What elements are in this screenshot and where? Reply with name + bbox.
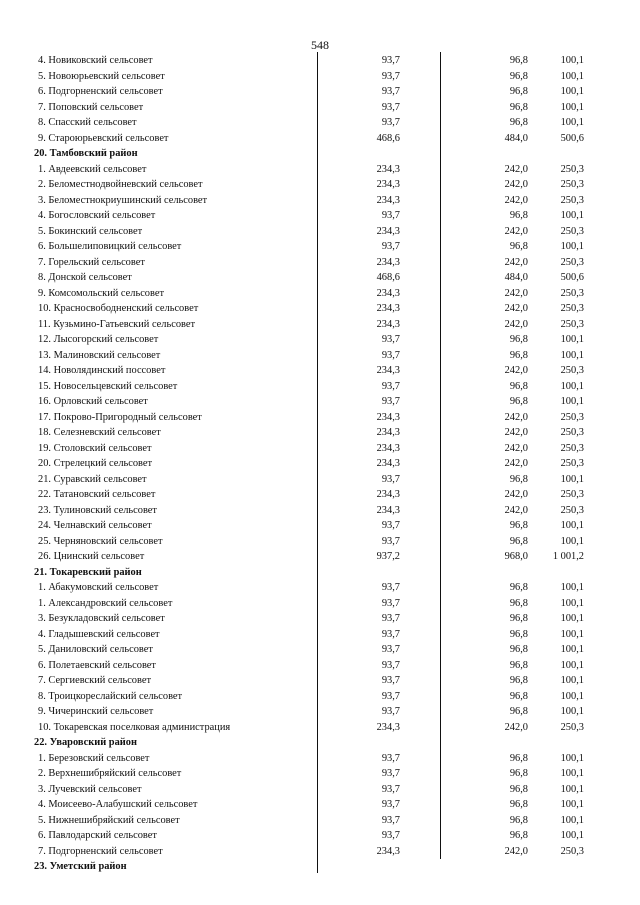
value-col-1: 234,3 <box>376 365 400 376</box>
value-col-1: 93,7 <box>381 582 400 593</box>
value-col-3: 100,1 <box>560 380 584 392</box>
table-row <box>0 658 640 674</box>
value-col-3: 100,1 <box>560 473 584 485</box>
value-col-2: 242,0 <box>504 489 528 500</box>
value-col-1: 93,7 <box>381 830 400 841</box>
table-row <box>0 363 640 379</box>
value-col-2: 96,8 <box>509 380 528 392</box>
value-col-1: 93,7 <box>381 349 400 361</box>
value-col-2: 968,0 <box>504 551 528 562</box>
municipality-name: 3. Безукладовский сельсовет <box>38 613 165 624</box>
value-col-2: 96,8 <box>509 101 528 113</box>
value-col-1: 234,3 <box>376 504 400 516</box>
value-col-3: 500,6 <box>560 272 584 283</box>
municipality-name: 5. Даниловский сельсовет <box>38 644 153 655</box>
municipality-name: 10. Красносвободненский сельсовет <box>38 303 199 314</box>
municipality-name: 4. Богословский сельсовет <box>38 210 156 221</box>
value-col-1: 93,7 <box>381 706 400 717</box>
municipality-name: 19. Столовский сельсовет <box>38 442 152 454</box>
value-col-1: 234,3 <box>376 489 400 500</box>
value-col-2: 242,0 <box>504 303 528 314</box>
value-col-3: 250,3 <box>560 458 584 469</box>
value-col-2: 96,8 <box>509 86 528 97</box>
table-row <box>0 270 640 286</box>
value-col-3: 250,3 <box>560 287 584 299</box>
table-row <box>0 131 640 147</box>
value-col-2: 242,0 <box>504 458 528 469</box>
value-col-3: 100,1 <box>560 706 584 717</box>
table-row <box>0 642 640 658</box>
table-row <box>0 115 640 131</box>
value-col-2: 96,8 <box>509 396 528 407</box>
value-col-3: 100,1 <box>560 644 584 655</box>
value-col-1: 93,7 <box>381 799 400 810</box>
table-row <box>0 317 640 333</box>
value-col-2: 242,0 <box>504 163 528 175</box>
table-row <box>0 580 640 596</box>
district-heading-row <box>0 735 640 751</box>
value-col-3: 100,1 <box>560 349 584 361</box>
municipality-name: 12. Лысогорский сельсовет <box>38 334 159 345</box>
value-col-1: 93,7 <box>381 70 400 82</box>
value-col-1: 234,3 <box>376 225 400 237</box>
value-col-1: 93,7 <box>381 690 400 702</box>
value-col-2: 96,8 <box>509 473 528 485</box>
municipality-name: 8. Троицкореслайский сельсовет <box>38 690 183 702</box>
municipality-name: 5. Бокинский сельсовет <box>38 225 143 237</box>
table-row <box>0 425 640 441</box>
municipality-name: 7. Подгорненский сельсовет <box>38 845 163 857</box>
value-col-2: 96,8 <box>509 628 528 640</box>
value-col-3: 100,1 <box>560 597 584 609</box>
municipality-name: 9. Чичеринский сельсовет <box>38 706 154 717</box>
value-col-1: 234,3 <box>376 318 400 330</box>
table-row <box>0 239 640 255</box>
municipality-name: 8. Донской сельсовет <box>38 272 132 283</box>
table-row <box>0 410 640 426</box>
municipality-name: 1. Березовский сельсовет <box>38 752 150 764</box>
table-row <box>0 503 640 519</box>
value-col-3: 100,1 <box>560 334 584 345</box>
table-row <box>0 596 640 612</box>
district-heading-row <box>0 146 640 162</box>
table-row <box>0 673 640 689</box>
value-col-1: 468,6 <box>376 132 400 144</box>
value-col-1: 234,3 <box>376 256 400 268</box>
value-col-1: 234,3 <box>376 721 400 733</box>
value-col-1: 234,3 <box>376 442 400 454</box>
table-row <box>0 301 640 317</box>
value-col-3: 100,1 <box>560 783 584 795</box>
value-col-1: 93,7 <box>381 752 400 764</box>
value-col-2: 96,8 <box>509 55 528 66</box>
value-col-3: 100,1 <box>560 628 584 640</box>
district-heading-row <box>0 859 640 875</box>
value-col-2: 96,8 <box>509 613 528 624</box>
table-row <box>0 348 640 364</box>
value-col-3: 100,1 <box>560 210 584 221</box>
value-col-3: 500,6 <box>560 132 584 144</box>
value-col-2: 242,0 <box>504 845 528 857</box>
value-col-2: 242,0 <box>504 256 528 268</box>
table-row <box>0 100 640 116</box>
value-col-2: 242,0 <box>504 365 528 376</box>
municipality-name: 23. Тулиновский сельсовет <box>38 504 157 516</box>
allocation-table <box>0 53 640 875</box>
value-col-2: 96,8 <box>509 597 528 609</box>
municipality-name: 1. Авдеевский сельсовет <box>38 163 147 175</box>
value-col-2: 96,8 <box>509 768 528 779</box>
value-col-3: 250,3 <box>560 318 584 330</box>
value-col-3: 100,1 <box>560 814 584 826</box>
municipality-name: 8. Спасский сельсовет <box>38 117 137 128</box>
value-col-2: 242,0 <box>504 318 528 330</box>
value-col-1: 93,7 <box>381 613 400 624</box>
value-col-1: 234,3 <box>376 845 400 857</box>
value-col-2: 242,0 <box>504 179 528 190</box>
table-row <box>0 456 640 472</box>
municipality-name: 17. Покрово-Пригородный сельсовет <box>38 411 202 423</box>
value-col-3: 250,3 <box>560 179 584 190</box>
value-col-3: 250,3 <box>560 163 584 175</box>
table-row <box>0 53 640 69</box>
value-col-3: 100,1 <box>560 799 584 810</box>
municipality-name: 6. Полетаевский сельсовет <box>38 659 156 671</box>
value-col-2: 96,8 <box>509 241 528 252</box>
value-col-3: 250,3 <box>560 845 584 857</box>
value-col-3: 250,3 <box>560 303 584 314</box>
table-row <box>0 394 640 410</box>
table-row <box>0 518 640 534</box>
value-col-3: 100,1 <box>560 690 584 702</box>
value-col-2: 242,0 <box>504 442 528 454</box>
value-col-1: 234,3 <box>376 303 400 314</box>
value-col-3: 100,1 <box>560 520 584 531</box>
value-col-3: 100,1 <box>560 117 584 128</box>
value-col-1: 93,7 <box>381 675 400 686</box>
value-col-2: 242,0 <box>504 225 528 237</box>
municipality-name: 6. Павлодарский сельсовет <box>38 830 157 841</box>
value-col-3: 1 001,2 <box>552 551 584 562</box>
value-col-2: 96,8 <box>509 675 528 686</box>
value-col-2: 96,8 <box>509 659 528 671</box>
value-col-3: 250,3 <box>560 504 584 516</box>
value-col-2: 96,8 <box>509 117 528 128</box>
value-col-1: 93,7 <box>381 117 400 128</box>
value-col-1: 234,3 <box>376 287 400 299</box>
table-row <box>0 487 640 503</box>
table-row <box>0 193 640 209</box>
value-col-3: 250,3 <box>560 194 584 206</box>
municipality-name: 6. Подгорненский сельсовет <box>38 86 163 97</box>
value-col-1: 234,3 <box>376 179 400 190</box>
value-col-1: 937,2 <box>376 551 400 562</box>
table-row <box>0 162 640 178</box>
value-col-2: 96,8 <box>509 706 528 717</box>
value-col-2: 96,8 <box>509 752 528 764</box>
district-name: 23. Уметский район <box>34 861 127 872</box>
value-col-1: 93,7 <box>381 380 400 392</box>
district-name: 21. Токаревский район <box>34 566 142 578</box>
municipality-name: 5. Новоюрьевский сельсовет <box>38 70 165 82</box>
municipality-name: 3. Лучевский сельсовет <box>38 783 142 795</box>
value-col-1: 93,7 <box>381 334 400 345</box>
municipality-name: 10. Токаревская поселковая администрация <box>38 721 231 733</box>
value-col-2: 96,8 <box>509 334 528 345</box>
value-col-3: 100,1 <box>560 675 584 686</box>
value-col-2: 96,8 <box>509 535 528 547</box>
municipality-name: 11. Кузьмино-Гатьевский сельсовет <box>38 318 196 330</box>
municipality-name: 5. Нижнешибряйский сельсовет <box>38 814 180 826</box>
value-col-2: 96,8 <box>509 582 528 593</box>
table-row <box>0 813 640 829</box>
table-row <box>0 689 640 705</box>
table-row <box>0 844 640 860</box>
municipality-name: 16. Орловский сельсовет <box>38 396 148 407</box>
table-row <box>0 611 640 627</box>
municipality-name: 15. Новосельцевский сельсовет <box>38 380 178 392</box>
municipality-name: 14. Новолядинский поссовет <box>38 365 166 376</box>
municipality-name: 4. Новиковский сельсовет <box>38 55 153 66</box>
municipality-name: 7. Сергиевский сельсовет <box>38 675 151 686</box>
table-row <box>0 379 640 395</box>
value-col-3: 250,3 <box>560 225 584 237</box>
value-col-1: 468,6 <box>376 272 400 283</box>
municipality-name: 24. Челнавский сельсовет <box>38 520 152 531</box>
table-row <box>0 69 640 85</box>
value-col-1: 93,7 <box>381 86 400 97</box>
value-col-1: 234,3 <box>376 458 400 469</box>
table-row <box>0 441 640 457</box>
value-col-3: 100,1 <box>560 101 584 113</box>
value-col-3: 100,1 <box>560 396 584 407</box>
municipality-name: 2. Верхнешибряйский сельсовет <box>38 768 182 779</box>
value-col-3: 100,1 <box>560 582 584 593</box>
municipality-name: 13. Малиновский сельсовет <box>38 349 161 361</box>
table-row <box>0 782 640 798</box>
value-col-3: 100,1 <box>560 659 584 671</box>
value-col-2: 96,8 <box>509 799 528 810</box>
value-col-1: 93,7 <box>381 473 400 485</box>
value-col-3: 250,3 <box>560 721 584 733</box>
value-col-2: 484,0 <box>504 132 528 144</box>
value-col-2: 484,0 <box>504 272 528 283</box>
value-col-1: 93,7 <box>381 659 400 671</box>
value-col-2: 242,0 <box>504 194 528 206</box>
municipality-name: 7. Горельский сельсовет <box>38 256 145 268</box>
value-col-3: 100,1 <box>560 55 584 66</box>
table-row <box>0 534 640 550</box>
municipality-name: 25. Черняновский сельсовет <box>38 535 163 547</box>
value-col-2: 96,8 <box>509 814 528 826</box>
value-col-3: 250,3 <box>560 427 584 438</box>
value-col-1: 234,3 <box>376 411 400 423</box>
table-row <box>0 720 640 736</box>
table-row <box>0 766 640 782</box>
value-col-2: 96,8 <box>509 644 528 655</box>
page-number: 548 <box>311 38 329 52</box>
table-row <box>0 224 640 240</box>
municipality-name: 4. Гладышевский сельсовет <box>38 628 160 640</box>
value-col-1: 93,7 <box>381 814 400 826</box>
district-name: 22. Уваровский район <box>34 737 137 748</box>
value-col-2: 242,0 <box>504 721 528 733</box>
table-row <box>0 828 640 844</box>
value-col-3: 100,1 <box>560 535 584 547</box>
table-row <box>0 797 640 813</box>
value-col-1: 234,3 <box>376 194 400 206</box>
table-row <box>0 255 640 271</box>
value-col-2: 242,0 <box>504 427 528 438</box>
value-col-2: 96,8 <box>509 783 528 795</box>
municipality-name: 18. Селезневский сельсовет <box>38 427 161 438</box>
value-col-3: 250,3 <box>560 365 584 376</box>
value-col-1: 93,7 <box>381 101 400 113</box>
value-col-1: 93,7 <box>381 396 400 407</box>
value-col-3: 250,3 <box>560 256 584 268</box>
value-col-2: 242,0 <box>504 504 528 516</box>
municipality-name: 9. Комсомольский сельсовет <box>38 287 165 299</box>
value-col-2: 96,8 <box>509 830 528 841</box>
value-col-3: 250,3 <box>560 442 584 454</box>
value-col-2: 96,8 <box>509 210 528 221</box>
value-col-1: 93,7 <box>381 783 400 795</box>
municipality-name: 6. Большелиповицкий сельсовет <box>38 241 182 252</box>
district-name: 20. Тамбовский район <box>34 148 138 159</box>
value-col-1: 93,7 <box>381 597 400 609</box>
table-row <box>0 549 640 565</box>
value-col-3: 100,1 <box>560 752 584 764</box>
table-row <box>0 627 640 643</box>
district-heading-row <box>0 565 640 581</box>
municipality-name: 21. Суравский сельсовет <box>38 473 147 485</box>
value-col-1: 93,7 <box>381 520 400 531</box>
value-col-3: 250,3 <box>560 489 584 500</box>
municipality-name: 22. Татановский сельсовет <box>38 489 156 500</box>
municipality-name: 9. Староюрьевский сельсовет <box>38 132 169 144</box>
value-col-1: 93,7 <box>381 628 400 640</box>
value-col-2: 242,0 <box>504 287 528 299</box>
table-row <box>0 332 640 348</box>
value-col-3: 100,1 <box>560 70 584 82</box>
table-row <box>0 84 640 100</box>
value-col-3: 100,1 <box>560 86 584 97</box>
table-row <box>0 208 640 224</box>
value-col-2: 96,8 <box>509 690 528 702</box>
municipality-name: 1. Александровский сельсовет <box>38 597 173 609</box>
value-col-3: 100,1 <box>560 768 584 779</box>
municipality-name: 20. Стрелецкий сельсовет <box>38 458 153 469</box>
value-col-2: 96,8 <box>509 349 528 361</box>
value-col-1: 93,7 <box>381 644 400 655</box>
value-col-3: 100,1 <box>560 613 584 624</box>
value-col-3: 100,1 <box>560 241 584 252</box>
table-row <box>0 177 640 193</box>
value-col-3: 100,1 <box>560 830 584 841</box>
value-col-1: 93,7 <box>381 210 400 221</box>
value-col-3: 250,3 <box>560 411 584 423</box>
table-row <box>0 704 640 720</box>
value-col-2: 96,8 <box>509 520 528 531</box>
value-col-2: 242,0 <box>504 411 528 423</box>
municipality-name: 1. Абакумовский сельсовет <box>38 582 159 593</box>
table-row <box>0 286 640 302</box>
municipality-name: 2. Беломестнодвойневский сельсовет <box>38 179 203 190</box>
value-col-1: 93,7 <box>381 768 400 779</box>
municipality-name: 26. Цнинский сельсовет <box>38 551 145 562</box>
value-col-1: 93,7 <box>381 535 400 547</box>
value-col-1: 234,3 <box>376 427 400 438</box>
municipality-name: 4. Моисеево-Алабушский сельсовет <box>38 799 198 810</box>
value-col-1: 93,7 <box>381 241 400 252</box>
municipality-name: 3. Беломестнокриушинский сельсовет <box>38 194 208 206</box>
table-row <box>0 472 640 488</box>
value-col-1: 234,3 <box>376 163 400 175</box>
value-col-2: 96,8 <box>509 70 528 82</box>
value-col-1: 93,7 <box>381 55 400 66</box>
table-row <box>0 751 640 767</box>
municipality-name: 7. Поповский сельсовет <box>38 101 144 113</box>
